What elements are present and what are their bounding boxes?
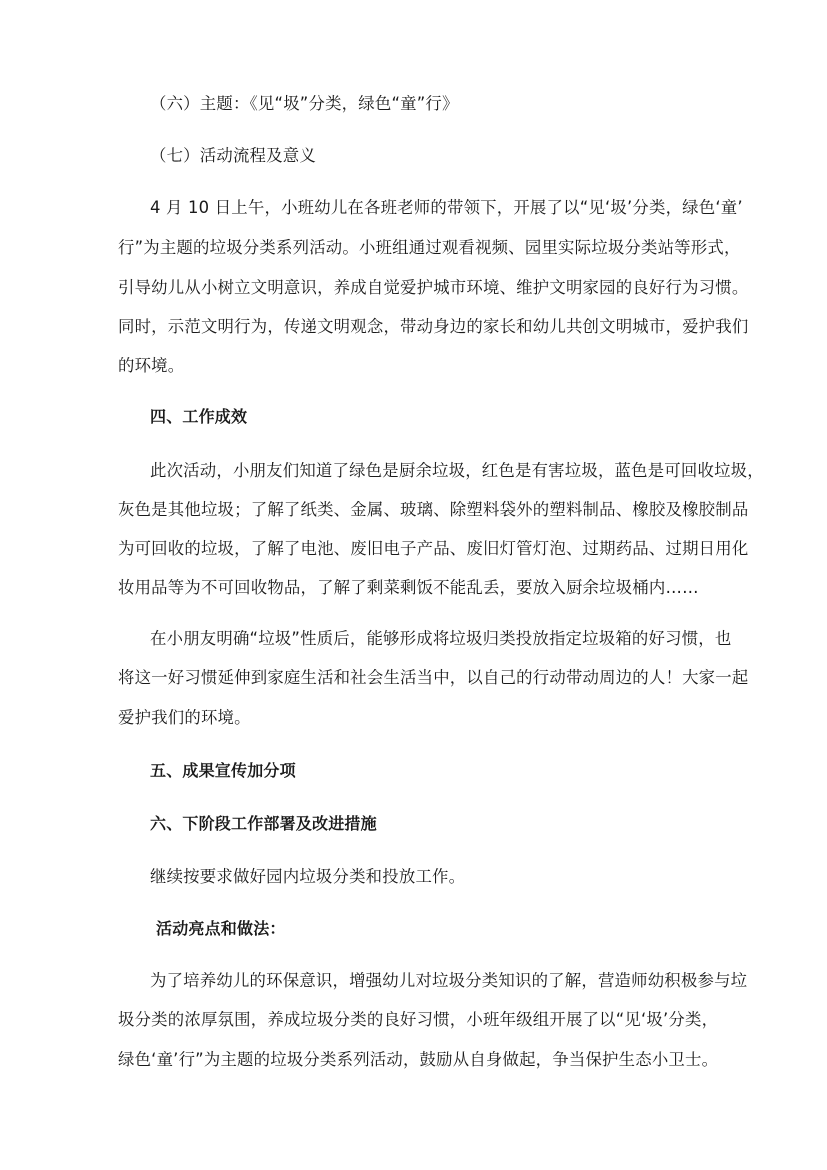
paragraph-line: 继续按要求做好园内垃圾分类和投放工作。 bbox=[150, 867, 466, 886]
paragraph-line: 在小朋友明确“垃圾”性质后，能够形成将垃圾归类投放指定垃圾箱的好习惯，也 bbox=[150, 629, 732, 648]
paragraph-line: 为可回收的垃圾，了解了电池、废旧电子产品、废旧灯管灯泡、过期药品、过期日用化 bbox=[118, 539, 749, 558]
subheading-highlights: 活动亮点和做法： bbox=[156, 919, 286, 938]
paragraph-line: 圾分类的浓厚氛围，养成垃圾分类的良好习惯，小班年级组开展了以“见‘圾’分类， bbox=[118, 1010, 719, 1029]
section-heading-promotion: 五、成果宣传加分项 bbox=[150, 761, 296, 780]
subtitle-theme: （六）主题：《见“圾”分类，绿色“童”行》 bbox=[150, 94, 459, 113]
paragraph-line: 爱护我们的环境。 bbox=[118, 708, 251, 727]
paragraph-line: 同时，示范文明行为，传递文明观念，带动身边的家长和幼儿共创文明城市，爱护我们 bbox=[118, 317, 749, 336]
subtitle-process: （七）活动流程及意义 bbox=[150, 146, 316, 165]
paragraph-line: 将这一好习惯延伸到家庭生活和社会生活当中，以自己的行动带动周边的人！大家一起 bbox=[118, 668, 749, 687]
paragraph-line: 妆用品等为不可回收物品，了解了剩菜剩饭不能乱丢，要放入厨余垃圾桶内…… bbox=[118, 578, 699, 597]
paragraph-line: 引导幼儿从小树立文明意识，养成自觉爱护城市环境、维护文明家园的良好行为习惯。 bbox=[118, 278, 749, 297]
paragraph-line: 绿色‘童’行”为主题的垃圾分类系列活动，鼓励从自身做起，争当保护生态小卫士。 bbox=[118, 1050, 719, 1069]
paragraph-line: 灰色是其他垃圾；了解了纸类、金属、玻璃、除塑料袋外的塑料制品、橡胶及橡胶制品 bbox=[118, 500, 749, 519]
paragraph-line: 4 月 10 日上午，小班幼儿在各班老师的带领下，开展了以“见‘圾’分类，绿色‘童’ bbox=[150, 198, 743, 217]
paragraph-line: 为了培养幼儿的环保意识，增强幼儿对垃圾分类知识的了解，营造师幼积极参与垃 bbox=[150, 971, 748, 990]
section-heading-next-steps: 六、下阶段工作部署及改进措施 bbox=[150, 814, 377, 833]
paragraph-line: 此次活动，小朋友们知道了绿色是厨余垃圾，红色是有害垃圾，蓝色是可回收垃圾， bbox=[150, 461, 764, 480]
paragraph-line: 的环境。 bbox=[118, 356, 185, 375]
section-heading-results: 四、工作成效 bbox=[150, 407, 248, 426]
paragraph-line: 行”为主题的垃圾分类系列活动。小班组通过观看视频、园里实际垃圾分类站等形式， bbox=[118, 238, 741, 257]
